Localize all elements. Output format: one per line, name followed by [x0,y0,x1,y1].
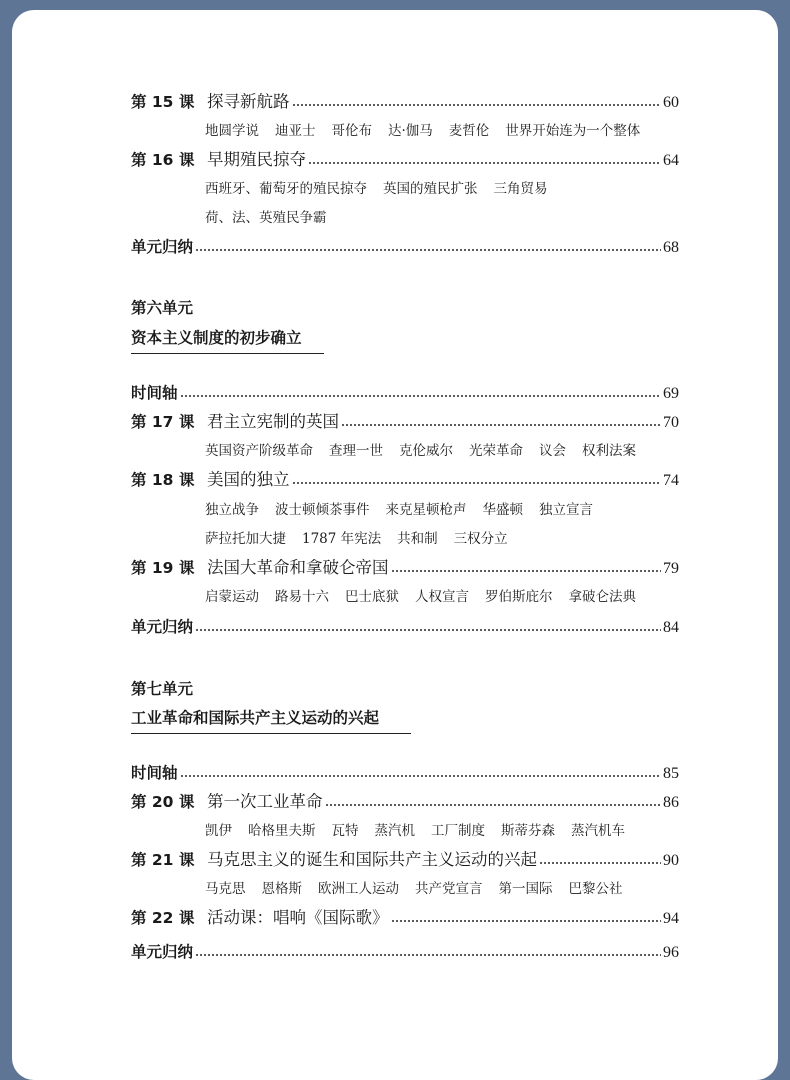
topic: 英国资产阶级革命 [205,443,313,459]
toc-entry-lesson-22[interactable] [131,908,679,929]
page-number: 68 [663,239,679,256]
topic-list [205,880,685,898]
unit-label: 第六单元 [131,299,194,317]
topic-list [205,530,685,548]
toc-entry-lesson-18[interactable] [131,470,679,491]
topic: 工厂制度 [431,823,485,839]
toc-entry-lesson-20[interactable] [131,792,679,813]
toc-entry-lesson-15[interactable] [131,92,679,113]
topic: 巴士底狱 [345,589,399,605]
topic: 马克思 [205,881,246,897]
toc-entry-timeline[interactable] [131,383,679,404]
toc-entry-lesson-17[interactable] [131,412,679,433]
leader-dots [180,773,661,779]
topic-list [205,122,685,140]
lesson-number: 第 17 课 [131,413,195,431]
topic: 哈格里夫斯 [248,823,316,839]
toc-entry-unit-summary[interactable] [131,617,679,638]
unit-label: 第七单元 [131,680,194,698]
timeline-title: 时间轴 [131,764,178,782]
topic: 光荣革命 [469,443,523,459]
topic: 三权分立 [453,531,508,547]
toc-entry-lesson-19[interactable] [131,558,679,579]
unit-title: 资本主义制度的初步确立 [131,329,302,347]
toc-entry-lesson-16[interactable] [131,150,679,171]
page-number: 70 [663,414,679,431]
topic-list [205,501,685,519]
topic: 权利法案 [582,443,636,459]
topic: 第一国际 [498,881,553,897]
topic: 来克星顿枪声 [385,502,467,518]
topic: 罗伯斯庇尔 [485,589,553,605]
lesson-title: 早期殖民掠夺 [207,150,306,169]
lesson-title: 马克思主义的诞生和国际共产主义运动的兴起 [207,850,537,869]
page-number: 94 [663,910,679,927]
topic: 达·伽马 [388,123,433,139]
toc-entry-timeline[interactable] [131,763,679,784]
page-number: 90 [663,852,679,869]
summary-title: 单元归纳 [131,618,194,636]
topic: 蒸汽机车 [571,823,625,839]
topic: 启蒙运动 [205,589,259,605]
leader-dots [292,480,662,486]
topic-list [205,209,685,227]
topic: 三角贸易 [493,181,548,197]
leader-dots [195,247,661,253]
topic: 英国的殖民扩张 [383,181,478,197]
leader-dots [391,568,662,574]
topic: 人权宣言 [415,589,469,605]
topic: 荷、法、英殖民争霸 [205,210,327,226]
topic: 拿破仑法典 [568,589,636,605]
lesson-title: 第一次工业革命 [207,792,323,811]
page-number: 86 [663,794,679,811]
leader-dots [539,860,661,866]
topic-list [205,442,685,460]
lesson-title: 探寻新航路 [207,92,290,111]
topic: 欧洲工人运动 [318,881,399,897]
topic: 共产党宣言 [415,881,483,897]
page-number: 79 [663,560,679,577]
topic: 恩格斯 [261,881,302,897]
topic: 斯蒂芬森 [501,823,555,839]
topic: 议会 [539,443,566,459]
timeline-title: 时间轴 [131,384,178,402]
lesson-number: 第 15 课 [131,93,195,111]
leader-dots [195,627,661,633]
topic: 共和制 [397,531,438,547]
lesson-number: 第 22 课 [131,909,195,927]
topic: 路易十六 [275,589,329,605]
topic: 迪亚士 [275,123,316,139]
topic: 瓦特 [331,823,359,839]
topic: 巴黎公社 [568,881,623,897]
page-number: 84 [663,619,679,636]
topic-list [205,588,685,606]
topic: 华盛顿 [482,502,523,518]
topic: 独立战争 [205,502,259,518]
lesson-number: 第 20 课 [131,793,195,811]
topic-list [205,822,685,840]
topic: 独立宣言 [539,502,593,518]
topic: 蒸汽机 [374,823,415,839]
leader-dots [391,918,662,924]
leader-dots [341,422,661,428]
topic: 世界开始连为一个整体 [505,123,641,139]
topic: 西班牙、葡萄牙的殖民掠夺 [205,181,367,197]
leader-dots [195,952,661,958]
topic: 1787 年宪法 [302,531,382,547]
lesson-number: 第 21 课 [131,851,195,869]
topic: 波士顿倾茶事件 [275,502,370,518]
lesson-title: 活动课：唱响《国际歌》 [207,908,389,927]
unit-title-underline [131,733,411,734]
lesson-number: 第 18 课 [131,471,195,489]
topic: 克伦威尔 [399,443,453,459]
page-number: 74 [663,472,679,489]
lesson-title: 君主立宪制的英国 [207,412,339,431]
lesson-number: 第 19 课 [131,559,195,577]
topic: 哥伦布 [331,123,372,139]
topic: 地圆学说 [205,123,259,139]
topic-list [205,180,685,198]
page-number: 96 [663,944,679,961]
toc-entry-unit-summary[interactable] [131,237,679,258]
unit-title-underline [131,353,324,354]
lesson-number: 第 16 课 [131,151,195,169]
page-number: 69 [663,385,679,402]
toc-entry-lesson-21[interactable] [131,850,679,871]
topic: 凯伊 [205,823,232,839]
leader-dots [308,160,661,166]
toc-entry-unit-summary[interactable] [131,942,679,963]
unit-title: 工业革命和国际共产主义运动的兴起 [131,709,380,727]
page-number: 85 [663,765,679,782]
lesson-title: 美国的独立 [207,470,290,489]
summary-title: 单元归纳 [131,943,194,961]
leader-dots [325,802,662,808]
lesson-title: 法国大革命和拿破仑帝国 [207,558,389,577]
topic: 查理一世 [329,443,383,459]
page-number: 64 [663,152,679,169]
page-number: 60 [663,94,679,111]
summary-title: 单元归纳 [131,238,194,256]
topic: 麦哲伦 [448,123,490,139]
leader-dots [180,393,661,399]
leader-dots [292,102,662,108]
topic: 萨拉托加大捷 [205,531,286,547]
